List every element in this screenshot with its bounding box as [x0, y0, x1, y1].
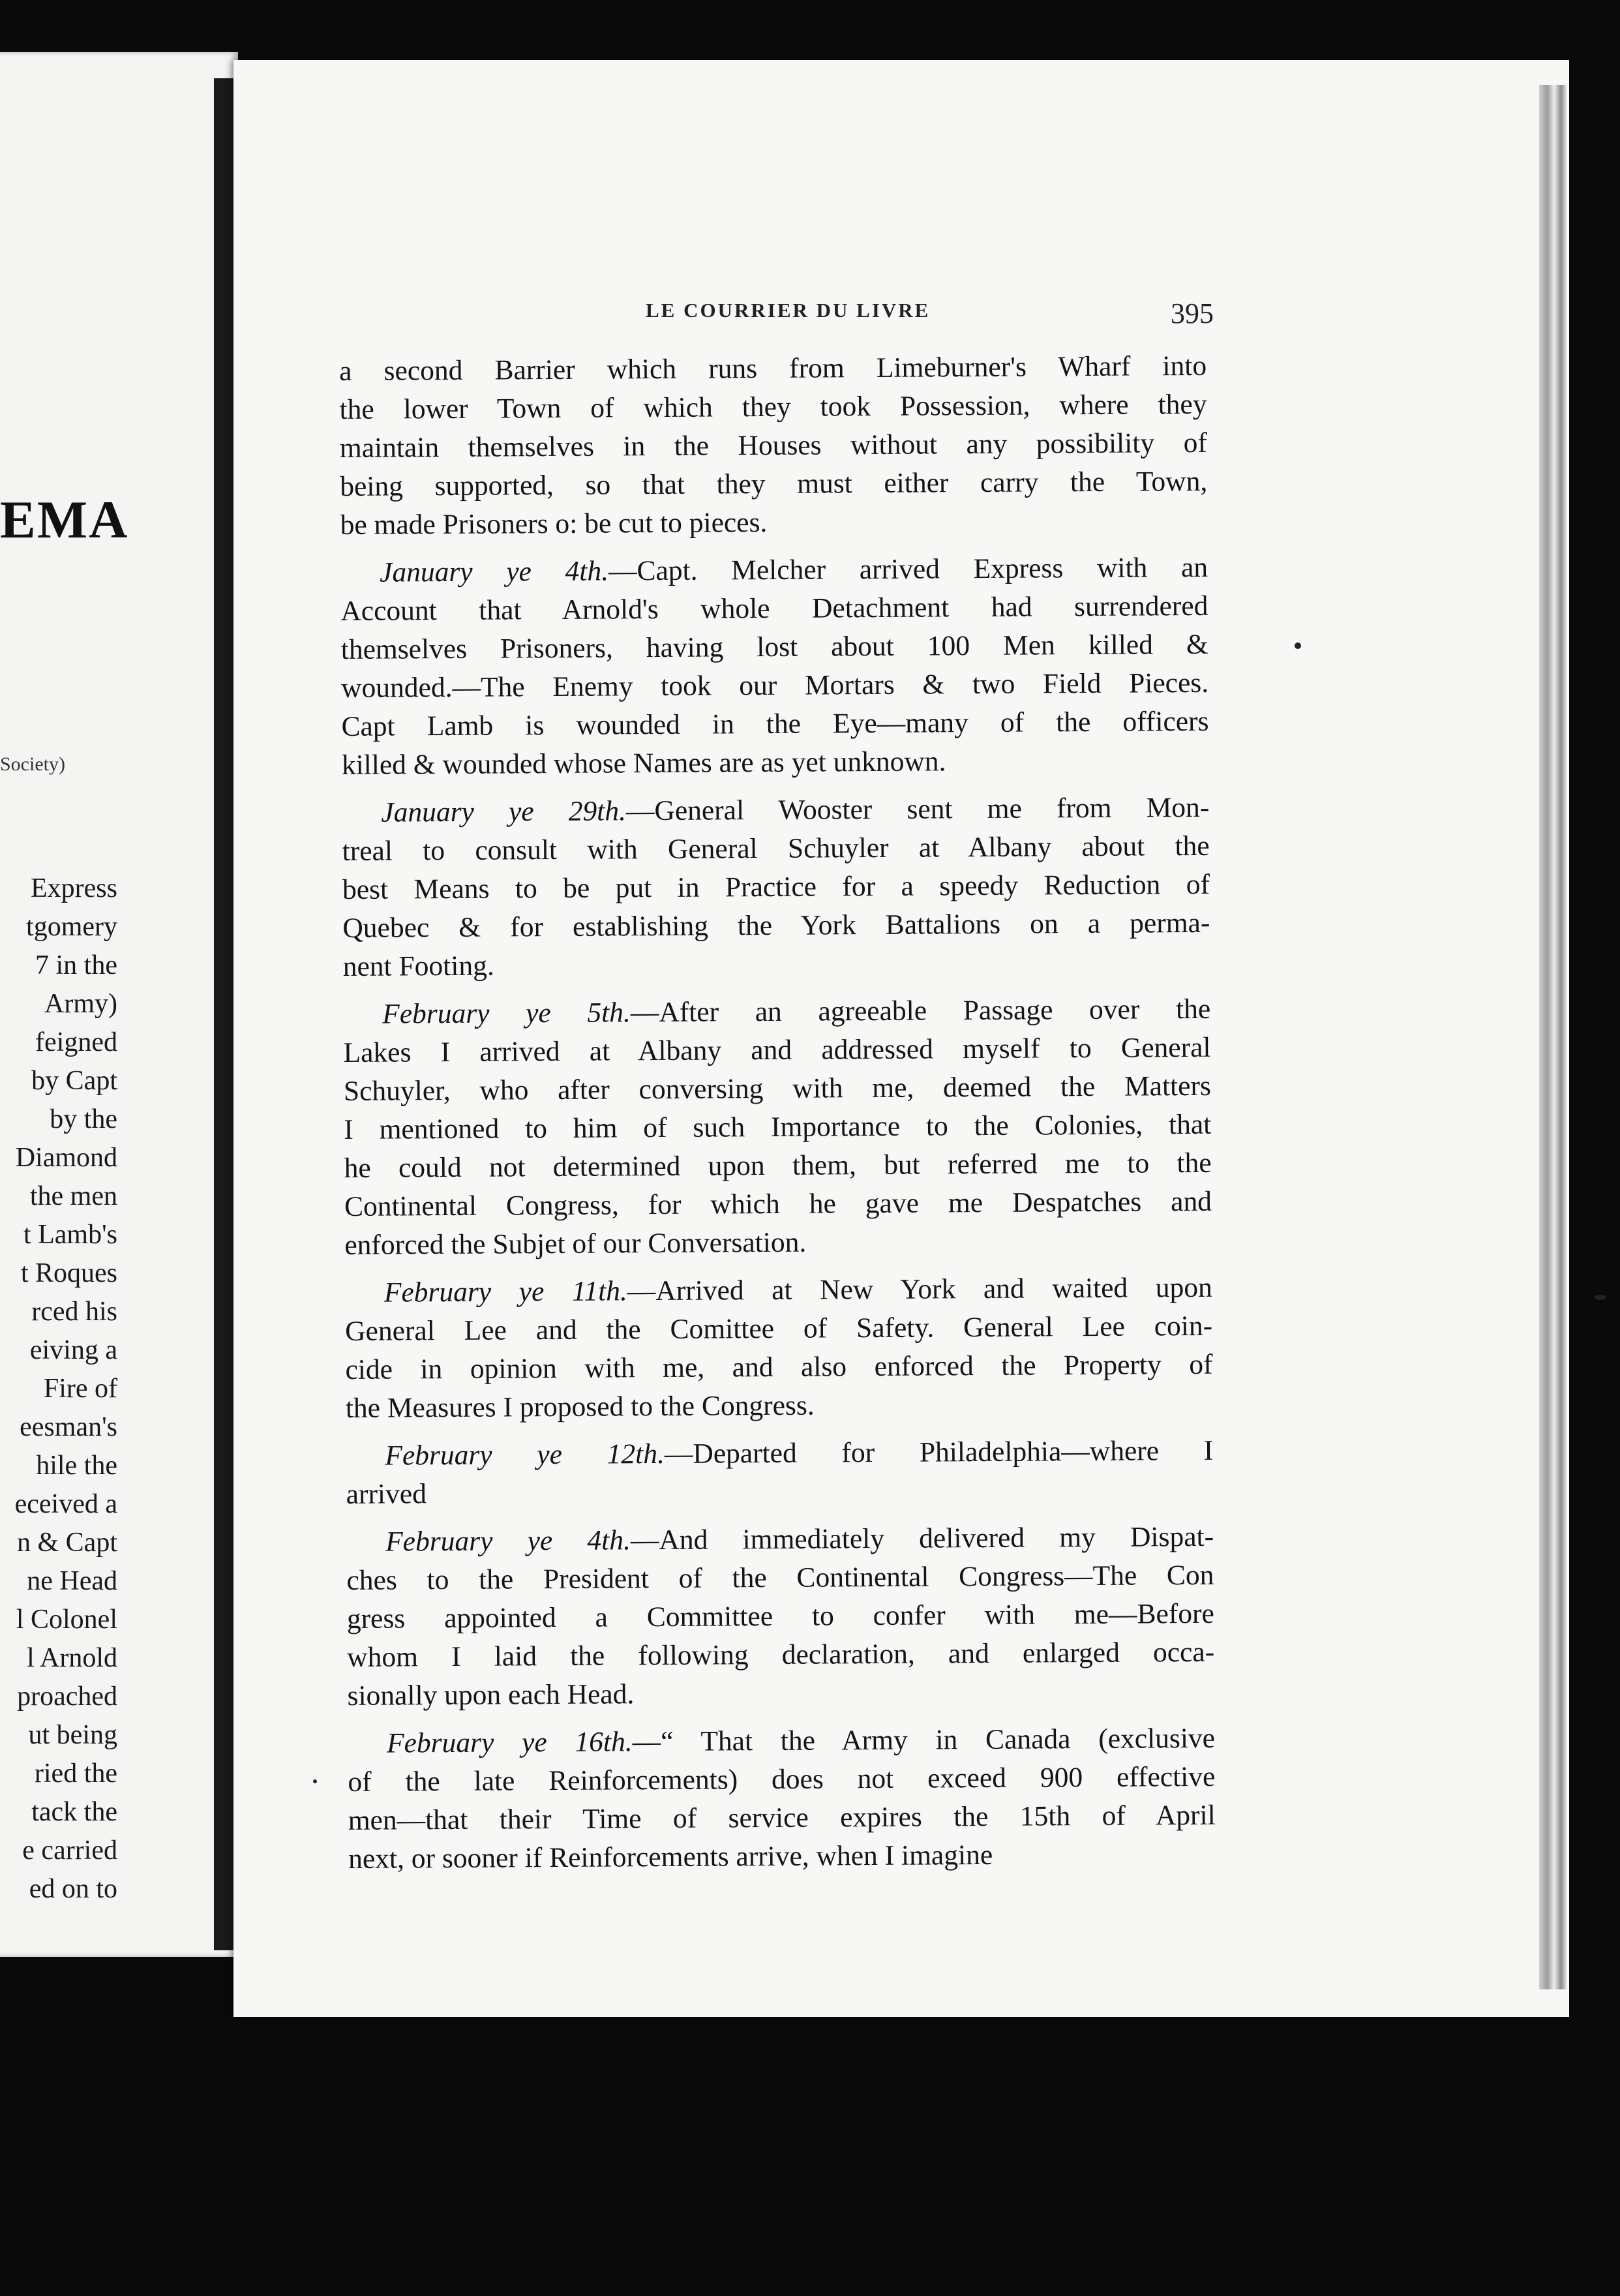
- text-line: [344, 1067, 1211, 1111]
- entry-date: February ye 16th.: [386, 1726, 633, 1759]
- line-text: —“ That the Army in Canada (exclusive: [632, 1722, 1216, 1758]
- line-text: themselves Prisoners, having lost about 100 Men killed &: [340, 628, 1208, 665]
- left-page-line: 7 in the: [35, 950, 117, 980]
- left-page-line: ne Head: [27, 1566, 117, 1596]
- left-page-line: eiving a: [29, 1335, 117, 1365]
- line-text: being supported, so that they must either carry the Town,: [340, 465, 1208, 502]
- paragraph: [346, 1518, 1215, 1715]
- text-line: [347, 1633, 1214, 1677]
- paragraph: [343, 990, 1212, 1265]
- line-text: Capt Lamb is wounded in the Eye—many of the officers: [341, 705, 1209, 742]
- text-line: [343, 943, 1210, 986]
- line-text: best Means to be put in Practice for a speedy Reduction of: [342, 868, 1210, 905]
- left-page-line: l Arnold: [27, 1643, 117, 1673]
- line-text: the lower Town of which they took Possession, where they: [339, 388, 1207, 425]
- left-page-line: proached: [17, 1682, 117, 1712]
- text-line: [341, 664, 1208, 708]
- line-text: men—that their Time of service expires the 15th of April: [348, 1799, 1216, 1836]
- text-line: [339, 385, 1207, 429]
- text-line: [348, 1719, 1215, 1763]
- line-text: —General Wooster sent me from Mon-: [625, 791, 1210, 827]
- left-page-line: by Capt: [31, 1066, 117, 1096]
- text-line: [339, 347, 1207, 391]
- text-line: [344, 1221, 1212, 1265]
- left-page-line: Express: [31, 873, 117, 903]
- page-stack-edge: [1539, 85, 1567, 1989]
- paragraph: [346, 1432, 1214, 1514]
- left-page-line: tgomery: [26, 912, 117, 942]
- previous-page: [0, 52, 238, 1957]
- left-page-line: l Colonel: [16, 1605, 117, 1635]
- text-line: [340, 549, 1208, 592]
- text-line: [343, 1029, 1210, 1072]
- left-page-society-fragment: Society): [0, 753, 65, 775]
- paragraph: [340, 549, 1209, 785]
- left-page-line: Fire of: [43, 1374, 117, 1404]
- page-number: 395: [1171, 297, 1214, 329]
- ink-speck: [1295, 642, 1301, 649]
- text-line: [340, 462, 1207, 506]
- text-line: [345, 1269, 1212, 1312]
- text-line: [346, 1432, 1213, 1475]
- left-page-line: ut being: [28, 1720, 117, 1750]
- left-page-heading-fragment: EMA: [0, 490, 129, 549]
- entry-date: February ye 12th.: [385, 1438, 665, 1472]
- left-page-line: n & Capt: [17, 1528, 117, 1558]
- text-line: [344, 1144, 1211, 1188]
- left-page-line: t Lamb's: [23, 1220, 117, 1250]
- text-line: [346, 1556, 1214, 1600]
- left-page-line: t Roques: [20, 1258, 117, 1288]
- running-head: LE COURRIER DU LIVRE: [646, 299, 931, 322]
- line-text: next, or sooner if Reinforcements arrive, when I imagine: [348, 1839, 993, 1875]
- text-line: [347, 1595, 1214, 1639]
- line-text: —Arrived at New York and waited upon: [627, 1271, 1212, 1307]
- line-text: —And immediately delivered my Dispat-: [630, 1520, 1214, 1556]
- text-line: [342, 789, 1209, 832]
- left-page-line: the men: [29, 1181, 117, 1211]
- line-text: ches to the President of the Continental Congress—The Con: [346, 1559, 1214, 1596]
- text-line: [347, 1672, 1214, 1715]
- entry-date: January ye 4th.: [379, 555, 609, 588]
- text-line: [342, 741, 1209, 785]
- left-page-line: eceived a: [14, 1489, 117, 1519]
- left-page-line: tack the: [31, 1797, 117, 1827]
- text-line: [346, 1470, 1214, 1514]
- line-text: a second Barrier which runs from Limeburner's Wharf into: [339, 350, 1207, 387]
- text-line: [340, 501, 1207, 545]
- line-text: enforced the Subjet of our Conversation.: [344, 1226, 807, 1261]
- line-text: treal to consult with General Schuyler at Albany about the: [342, 830, 1210, 867]
- text-line: [346, 1384, 1213, 1428]
- line-text: —Departed for Philadelphia—where I: [664, 1434, 1214, 1470]
- text-line: [348, 1796, 1216, 1840]
- line-text: I mentioned to him of such Importance to the Colonies, that: [344, 1108, 1212, 1145]
- text-line: [345, 1307, 1212, 1351]
- text-line: [341, 702, 1208, 746]
- left-page-line: e carried: [22, 1835, 117, 1865]
- line-text: cide in opinion with me, and also enforced the Property of: [345, 1348, 1213, 1385]
- line-text: he could not determined upon them, but referred me to the: [344, 1147, 1212, 1184]
- left-page-line: ried the: [34, 1759, 117, 1789]
- line-text: killed & wounded whose Names are as yet unknown.: [341, 746, 946, 781]
- line-text: gress appointed a Committee to confer with me—Before: [346, 1597, 1214, 1635]
- line-text: General Lee and the Comittee of Safety. General Lee coin-: [345, 1310, 1213, 1347]
- text-line: [342, 827, 1209, 871]
- left-page-line: Army): [44, 989, 117, 1019]
- line-text: Lakes I arrived at Albany and addressed myself to General: [343, 1031, 1211, 1068]
- text-line: [344, 1106, 1211, 1149]
- left-page-line: feigned: [35, 1027, 117, 1057]
- text-line: [342, 904, 1210, 948]
- paragraph: [342, 789, 1210, 986]
- line-text: arrived: [346, 1478, 427, 1510]
- text-line: [342, 866, 1210, 909]
- line-text: the Measures I proposed to the Congress.: [345, 1389, 815, 1424]
- text-line: [348, 1758, 1215, 1802]
- left-page-line: ed on to: [29, 1874, 117, 1904]
- line-text: Continental Congress, for which he gave me Despatches and: [344, 1185, 1212, 1222]
- ink-speck: [1595, 1295, 1606, 1300]
- line-text: be made Prisoners o: be cut to pieces.: [340, 506, 768, 541]
- line-text: whom I laid the following declaration, and enlarged occa-: [347, 1636, 1215, 1673]
- paragraph: [348, 1719, 1216, 1879]
- text-line: [344, 1183, 1212, 1226]
- line-text: nent Footing.: [342, 950, 494, 982]
- text-line: [346, 1518, 1214, 1562]
- left-page-line: by the: [50, 1104, 117, 1134]
- line-text: —After an agreeable Passage over the: [630, 993, 1211, 1029]
- left-page-line: hile the: [36, 1451, 117, 1481]
- text-line: [340, 424, 1207, 468]
- text-line: [345, 1346, 1212, 1389]
- entry-date: February ye 4th.: [385, 1524, 631, 1558]
- entry-date: February ye 5th.: [382, 997, 631, 1030]
- line-text: Quebec & for establishing the York Battalions on a perma-: [342, 907, 1210, 944]
- ink-speck: [313, 1779, 317, 1783]
- left-page-text-fragments: [0, 869, 117, 1909]
- text-line: [340, 587, 1208, 631]
- line-text: maintain themselves in the Houses without any possibility of: [339, 427, 1208, 464]
- line-text: Account that Arnold's whole Detachment had surrendered: [340, 590, 1208, 627]
- entry-date: January ye 29th.: [381, 795, 627, 828]
- entry-date: February ye 11th.: [383, 1275, 627, 1308]
- line-text: Schuyler, who after conversing with me, deemed the Matters: [343, 1070, 1212, 1107]
- left-page-line: eesman's: [20, 1412, 117, 1442]
- page-body: [339, 347, 1216, 1879]
- left-page-line: Diamond: [15, 1143, 117, 1173]
- line-text: wounded.—The Enemy took our Mortars & two Field Pieces.: [340, 667, 1209, 704]
- paragraph: [345, 1269, 1213, 1428]
- line-text: sionally upon each Head.: [347, 1678, 635, 1712]
- text-line: [341, 626, 1208, 669]
- text-line: [343, 990, 1210, 1034]
- line-text: of the late Reinforcements) does not exceed 900 effective: [348, 1760, 1216, 1798]
- left-page-line: rced his: [31, 1297, 117, 1327]
- text-line: [348, 1835, 1216, 1879]
- paragraph: [339, 347, 1208, 545]
- line-text: —Capt. Melcher arrived Express with an: [608, 551, 1208, 587]
